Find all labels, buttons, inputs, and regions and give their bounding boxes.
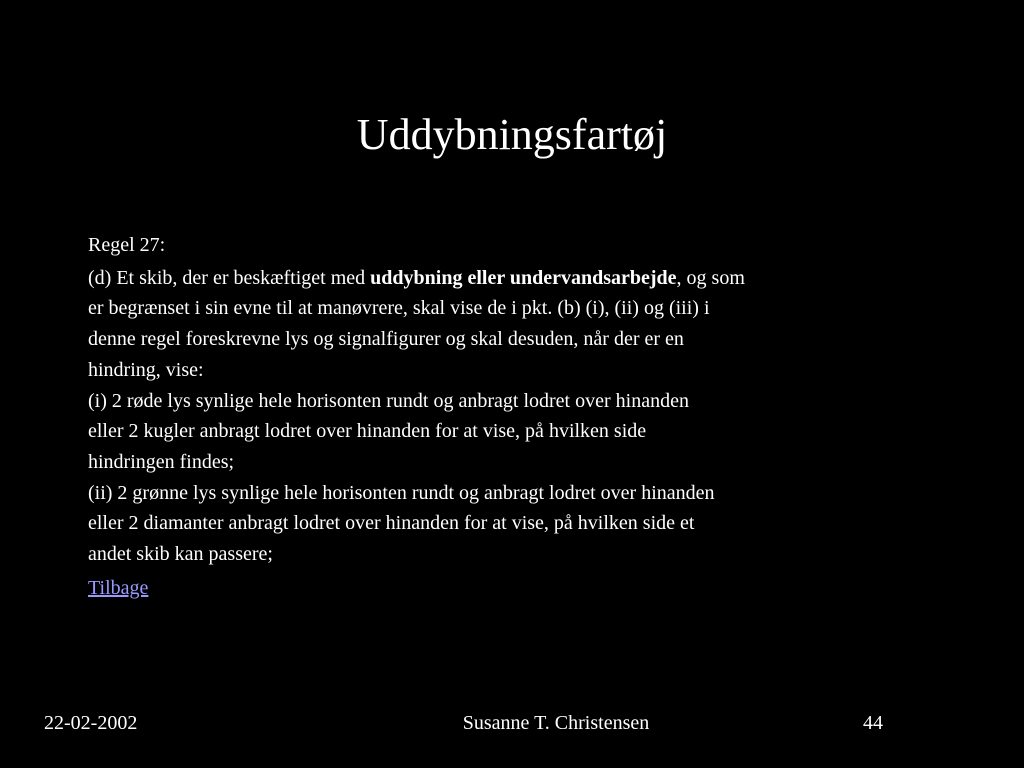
back-link[interactable]: Tilbage <box>88 576 149 599</box>
slide-title: Uddybningsfartøj <box>356 110 668 159</box>
footer-date: 22-02-2002 <box>44 712 138 734</box>
rule-text-bold-term: uddybning eller undervandsarbejde <box>370 266 677 289</box>
rule-line: hindring, vise: <box>88 358 204 381</box>
rule-text-after-bold: , og som <box>676 266 745 289</box>
rule-line: er begrænset i sin evne til at manøvrere, skal vise de i pkt. (b) (i), (ii) og (iii) i <box>88 297 710 320</box>
rule-label: Regel 27: <box>88 234 166 256</box>
footer-author: Susanne T. Christensen <box>462 712 650 734</box>
rule-line: (ii) 2 grønne lys synlige hele horisonten rundt og anbragt lodret over hinanden <box>88 481 715 504</box>
rule-paragraph <box>88 263 948 570</box>
rule-line: denne regel foreskrevne lys og signalfigurer og skal desuden, når der er en <box>88 328 684 351</box>
footer-page-number: 44 <box>863 712 883 734</box>
back-link-row <box>88 573 948 604</box>
rule-line: eller 2 kugler anbragt lodret over hinanden for at vise, på hvilken side <box>88 420 647 443</box>
rule-line: (i) 2 røde lys synlige hele horisonten rundt og anbragt lodret over hinanden <box>88 389 689 412</box>
slide-body <box>88 230 948 605</box>
rule-line: andet skib kan passere; <box>88 543 273 566</box>
rule-line: eller 2 diamanter anbragt lodret over hinanden for at vise, på hvilken side et <box>88 512 695 535</box>
rule-line: hindringen findes; <box>88 450 235 473</box>
rule-text-prefix: (d) Et skib, der er beskæftiget med <box>88 266 371 289</box>
